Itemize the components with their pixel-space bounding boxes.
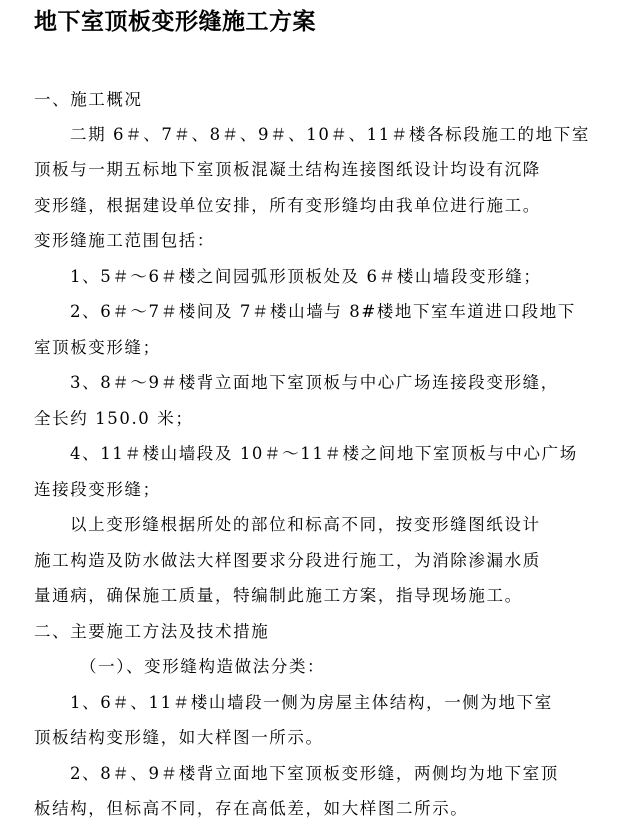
paragraph-line: 变形缝，根据建设单位安排，所有变形缝均由我单位进行施工。: [34, 196, 541, 215]
document-title: 地下室顶板变形缝施工方案: [34, 9, 316, 35]
paragraph-line: 二期 6＃、7＃、8＃、9＃、10＃、11＃楼各标段施工的地下室: [70, 125, 590, 144]
section-heading-overview: 一、施工概况: [34, 90, 143, 109]
section-heading-methods: 二、主要施工方法及技术措施: [34, 622, 270, 641]
list-item-continuation: 全长约 150.0 米；: [34, 409, 194, 428]
paragraph-line: 施工构造及防水做法大样图要求分段进行施工，为消除渗漏水质: [34, 551, 541, 570]
paragraph-line: 顶板与一期五标地下室顶板混凝土结构连接图纸设计均设有沉降: [34, 160, 541, 179]
list-item-continuation: 板结构，但标高不同，存在高低差，如大样图二所示。: [34, 799, 469, 818]
paragraph-line: 变形缝施工范围包括：: [34, 231, 215, 250]
list-item: 2、6＃～7＃楼间及 7＃楼山墙与 8#楼地下室车道进口段地下: [70, 302, 576, 321]
list-item: 3、8＃～9＃楼背立面地下室顶板与中心广场连接段变形缝，: [70, 373, 559, 392]
paragraph-line: 量通病，确保施工质量，特编制此施工方案，指导现场施工。: [34, 586, 523, 605]
list-item: 1、5＃～6＃楼之间园弧形顶板处及 6＃楼山墙段变形缝；: [70, 267, 542, 286]
paragraph-line: 以上变形缝根据所处的部位和标高不同，按变形缝图纸设计: [70, 515, 541, 534]
list-item: 4、11＃楼山墙段及 10＃～11＃楼之间地下室顶板与中心广场: [70, 444, 578, 463]
list-item: 1、6＃、11＃楼山墙段一侧为房屋主体结构，一侧为地下室: [70, 693, 553, 712]
list-item-continuation: 连接段变形缝；: [34, 480, 161, 499]
list-item-continuation: 顶板结构变形缝，如大样图一所示。: [34, 728, 324, 747]
list-item-continuation: 室顶板变形缝；: [34, 338, 161, 357]
subsection-heading: （一）、变形缝构造做法分类：: [80, 657, 326, 676]
list-item: 2、8＃、9＃楼背立面地下室顶板变形缝，两侧均为地下室顶: [70, 764, 559, 783]
